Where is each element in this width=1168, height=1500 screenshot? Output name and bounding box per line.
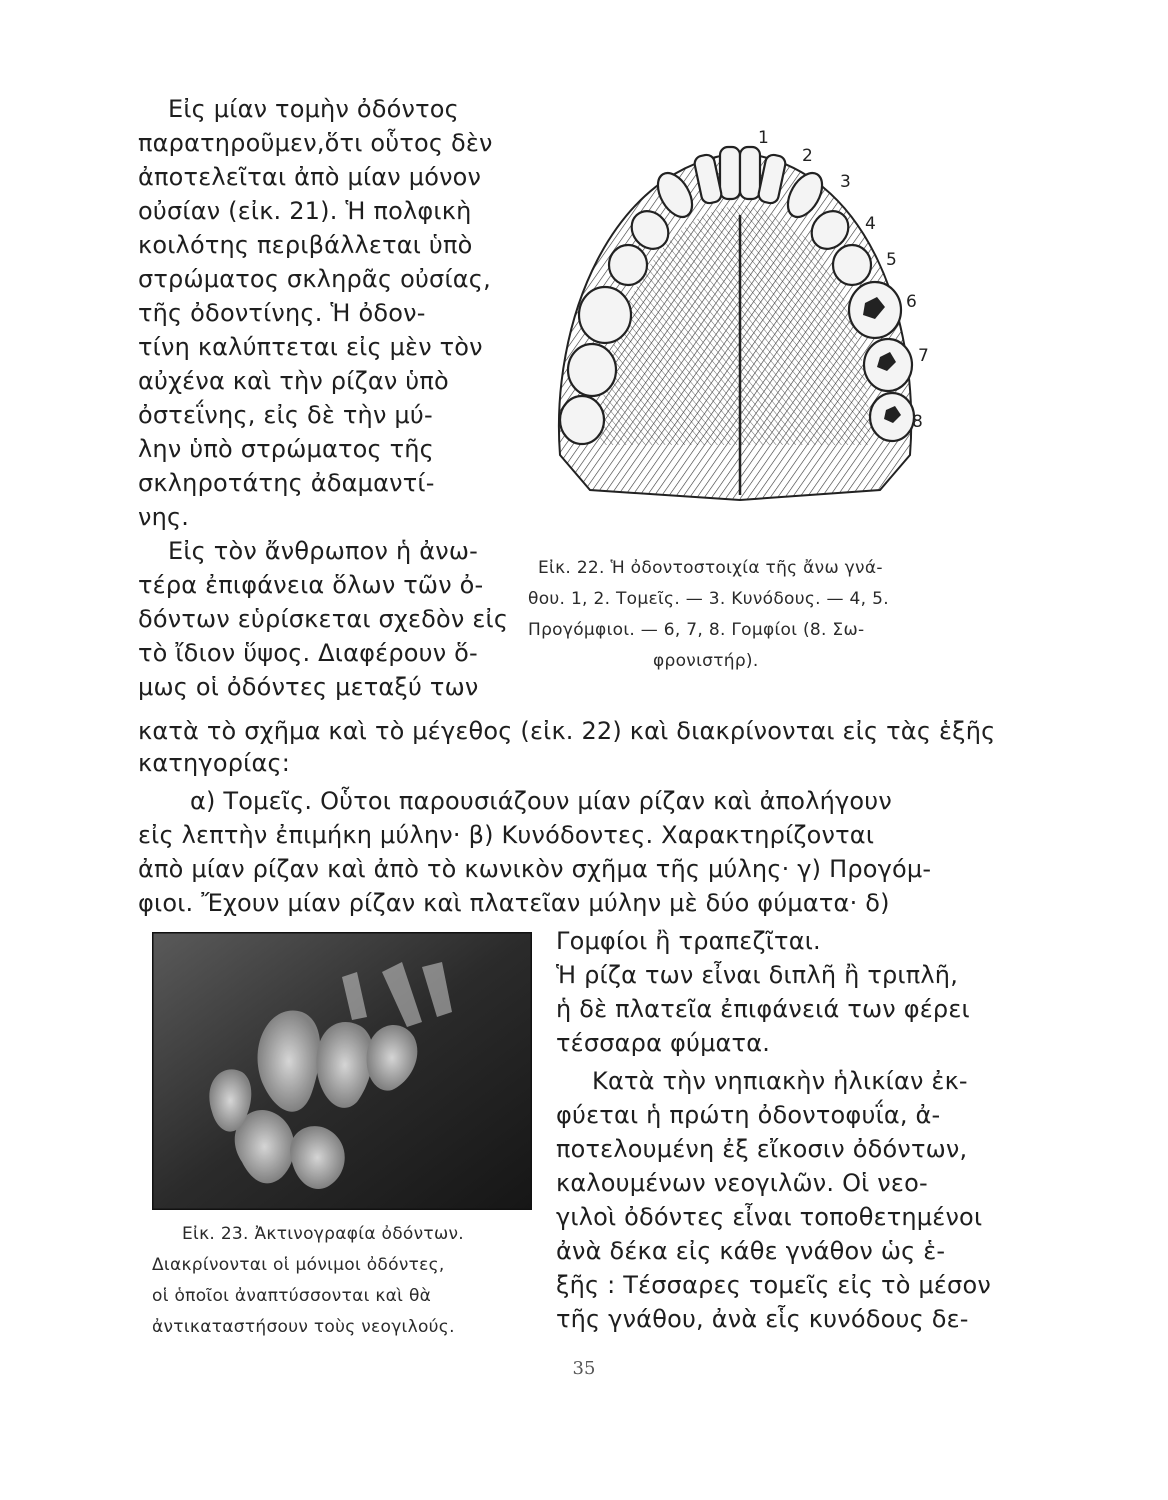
caption-line: φρονιστήρ).	[653, 651, 759, 671]
tooth-molar	[579, 287, 631, 343]
text-line: ἀνὰ δέκα εἰς κάθε γνάθον ὡς ἑ-	[556, 1237, 946, 1265]
tooth-molar	[560, 396, 604, 444]
caption-line: Διακρίνονται οἱ μόνιμοι ὀδόντες,	[152, 1255, 445, 1275]
label-2: 2	[802, 146, 813, 166]
text-line: τίνη καλύπτεται εἰς μὲν τὸν	[138, 333, 483, 361]
text-line: καλουμένων νεογιλῶν. Οἱ νεο-	[556, 1169, 928, 1197]
upper-jaw-dentition-illustration	[540, 125, 940, 545]
caption-line: οἱ ὁποῖοι ἀναπτύσσονται καὶ θὰ	[152, 1286, 432, 1306]
text-line: τῆς ὀδοντίνης. Ἡ ὀδον-	[138, 299, 426, 327]
text-line: α) Τομεῖς. Οὗτοι παρουσιάζουν μίαν ρίζαν καὶ ἀπολήγουν	[190, 787, 892, 815]
tooth-premolar	[609, 245, 647, 285]
label-5: 5	[886, 250, 897, 270]
text-line: φύεται ἡ πρώτη ὀδοντοφυΐα, ἀ-	[556, 1101, 941, 1129]
text-line: Εἰς τὸν ἄνθρωπον ἡ ἀνω-	[168, 537, 479, 565]
text-line: Ἡ ρίζα των εἶναι διπλῆ ἢ τριπλῆ,	[556, 961, 959, 989]
text-line: γιλοὶ ὀδόντες εἶναι τοποθετημένοι	[556, 1203, 983, 1231]
caption-line: Προγόμφιοι. — 6, 7, 8. Γομφίοι (8. Σω-	[528, 620, 865, 640]
text-line: τέσσαρα φύματα.	[556, 1029, 771, 1057]
text-line: Γομφίοι ἢ τραπεζῖται.	[556, 927, 821, 955]
tooth-incisor	[740, 147, 760, 199]
text-line: φιοι. Ἔχουν μίαν ρίζαν καὶ πλατεῖαν μύλην μὲ δύο φύματα· δ)	[138, 889, 890, 917]
tooth-incisor	[720, 147, 740, 199]
label-6: 6	[906, 292, 917, 312]
text-line: ἡ δὲ πλατεῖα ἐπιφάνειά των φέρει	[556, 995, 970, 1023]
label-3: 3	[840, 172, 851, 192]
caption-line: Εἰκ. 23. Ἀκτινογραφία ὀδόντων.	[182, 1224, 464, 1244]
text-line: εἰς λεπτὴν ἐπιμήκη μύλην· β) Κυνόδοντες. Χαρακτηρίζονται	[138, 821, 875, 849]
text-line: ἀπὸ μίαν ρίζαν καὶ ἀπὸ τὸ κωνικὸν σχῆμα τῆς μύλης· γ) Προγόμ-	[138, 855, 932, 883]
tooth-molar	[568, 344, 616, 396]
text-line: Κατὰ τὴν νηπιακὴν ἡλικίαν ἐκ-	[592, 1067, 968, 1095]
label-7: 7	[918, 346, 929, 366]
caption-line: Εἰκ. 22. Ἡ ὀδοντοστοιχία τῆς ἄνω γνά-	[538, 558, 883, 578]
text-line: λην ὑπὸ στρώματος τῆς	[138, 435, 434, 463]
label-1: 1	[758, 128, 769, 148]
text-line: Εἰς μίαν τομὴν ὀδόντος	[168, 95, 459, 123]
page-number: 35	[572, 1358, 596, 1379]
text-line: τέρα ἐπιφάνεια ὅλων τῶν ὀ-	[138, 571, 484, 599]
text-line: ὀστεΐνης, εἰς δὲ τὴν μύ-	[138, 401, 433, 429]
text-line: τὸ ἴδιον ὕψος. Διαφέρουν ὅ-	[138, 639, 478, 667]
text-line: νης.	[138, 503, 190, 531]
text-line: παρατηροῦμεν,ὅτι οὗτος δὲν	[138, 129, 493, 157]
text-line: αὐχένα καὶ τὴν ρίζαν ὑπὸ	[138, 367, 449, 395]
text-line: κατὰ τὸ σχῆμα καὶ τὸ μέγεθος (εἰκ. 22) καὶ διακρίνονται εἰς τὰς ἑξῆς	[138, 717, 996, 745]
text-line: στρώματος σκληρᾶς οὐσίας,	[138, 265, 491, 293]
text-line: σκληροτάτης ἀδαμαντί-	[138, 469, 435, 497]
text-line: ξῆς : Τέσσαρες τομεῖς εἰς τὸ μέσον	[556, 1271, 991, 1299]
caption-line: ἀντικαταστήσουν τοὺς νεογιλούς.	[152, 1317, 455, 1337]
text-line: οὐσίαν (εἰκ. 21). Ἡ πολφικὴ	[138, 197, 472, 225]
text-line: ἀποτελεῖται ἀπὸ μίαν μόνον	[138, 163, 482, 191]
text-line: ποτελουμένη ἐξ εἴκοσιν ὀδόντων,	[556, 1135, 968, 1163]
caption-line: θου. 1, 2. Τομεῖς. — 3. Κυνόδους. — 4, 5.	[528, 589, 889, 609]
tooth-premolar	[833, 245, 871, 285]
text-line: μως οἱ ὀδόντες μεταξύ των	[138, 673, 479, 701]
text-line: κατηγορίας:	[138, 749, 291, 777]
text-line: τῆς γνάθου, ἀνὰ εἷς κυνόδους δε-	[556, 1305, 969, 1333]
text-line: κοιλότης περιβάλλεται ὑπὸ	[138, 231, 473, 259]
label-4: 4	[865, 214, 876, 234]
text-line: δόντων εὑρίσκεται σχεδὸν εἰς	[138, 605, 509, 633]
dental-xray-photo	[152, 932, 532, 1210]
label-8: 8	[912, 412, 923, 432]
